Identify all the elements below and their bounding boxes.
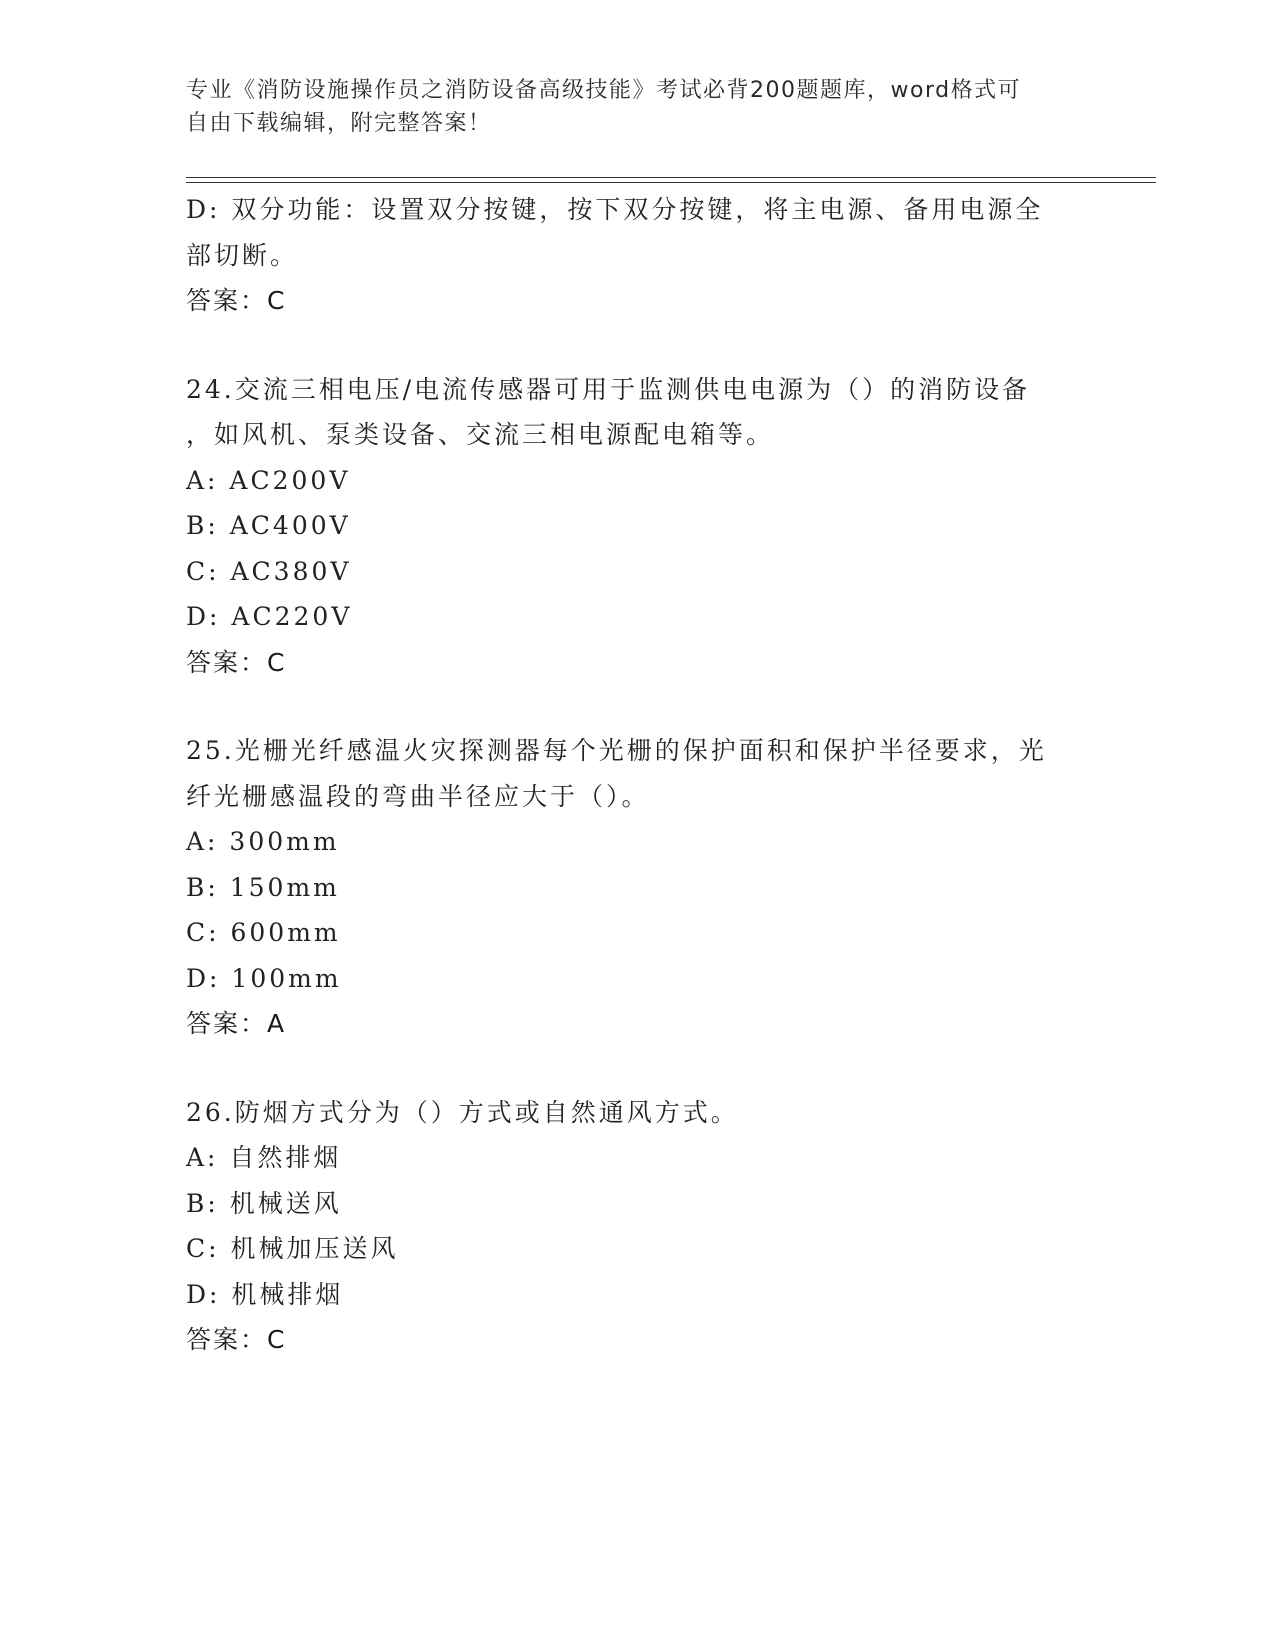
question-25 [186, 728, 1086, 1047]
option-a: A: 300mm [186, 827, 340, 856]
header-line-2: 自由下载编辑，附完整答案！ [186, 111, 492, 136]
question-stem: 25.光栅光纤感温火灾探测器每个光栅的保护面积和保护半径要求，光 [186, 736, 1047, 765]
question-stem: 24.交流三相电压/电流传感器可用于监测供电电源为（）的消防设备 [186, 374, 1031, 404]
header-line-1: 专业《消防设施操作员之消防设备高级技能》考试必背200题题库，word格式可 [186, 78, 1022, 103]
header-divider-bottom [186, 182, 1156, 183]
answer-line: 答案：A [186, 1009, 287, 1038]
continued-question [186, 187, 1086, 324]
option-c: C: 机械加压送风 [186, 1234, 399, 1263]
document-body [186, 187, 1086, 1363]
option-d: D: AC220V [186, 602, 353, 631]
option-c: C: 600mm [186, 918, 341, 947]
answer-line: 答案：C [186, 647, 287, 677]
document-header [186, 74, 1066, 140]
option-b: B: 机械送风 [186, 1188, 342, 1218]
option-a: A: AC200V [186, 465, 351, 495]
option-b: B: AC400V [186, 511, 351, 540]
question-stem-continued: ，如风机、泵类设备、交流三相电源配电箱等。 [186, 420, 775, 449]
option-a: A: 自然排烟 [186, 1143, 342, 1172]
question-26 [186, 1090, 1086, 1363]
option-c: C: AC380V [186, 556, 352, 586]
question-stem-continued: 纤光栅感温段的弯曲半径应大于（）。 [186, 781, 650, 811]
option-text-continued: 部切断。 [186, 240, 299, 270]
header-divider-top [186, 177, 1156, 178]
option-b: B: 150mm [186, 872, 340, 902]
answer-line: 答案：C [186, 1325, 287, 1354]
option-d: D: 机械排烟 [186, 1279, 344, 1309]
question-24 [186, 367, 1086, 686]
question-stem: 26.防烟方式分为（）方式或自然通风方式。 [186, 1097, 739, 1127]
spacer [186, 685, 1086, 728]
spacer [186, 1047, 1086, 1090]
option-d: D: 100mm [186, 963, 342, 993]
option-text: D: 双分功能：设置双分按键，按下双分按键，将主电源、备用电源全 [186, 195, 1044, 224]
spacer [186, 324, 1086, 367]
answer-line: 答案：C [186, 286, 287, 315]
